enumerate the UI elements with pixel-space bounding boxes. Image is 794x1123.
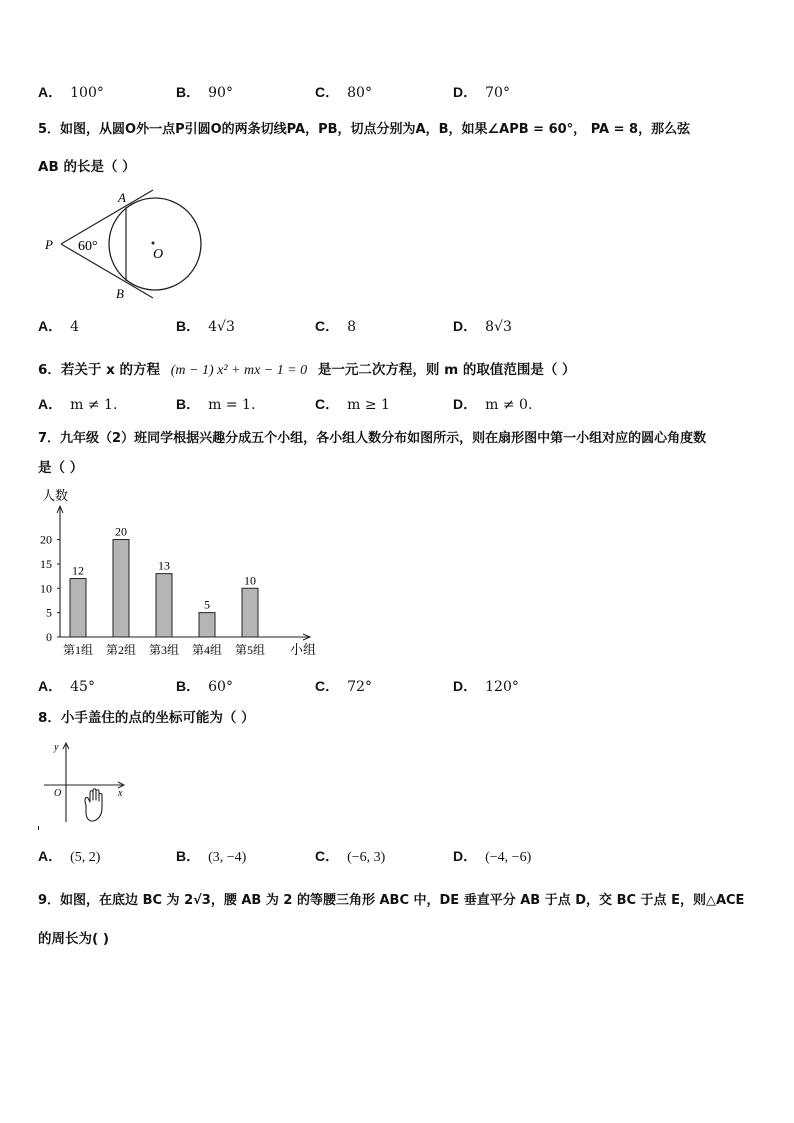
category-label: 第3组: [148, 643, 180, 657]
q4-option-c[interactable]: C． 80°: [315, 84, 372, 101]
category-label: 第1组: [62, 643, 94, 657]
bar-value-label: 20: [115, 524, 127, 539]
label-p: P: [45, 237, 53, 252]
q6-option-b[interactable]: B． m = 1.: [176, 396, 256, 413]
tangent-pa: [61, 190, 153, 244]
bar: [242, 588, 258, 637]
y-tick-label: 5: [46, 605, 52, 620]
q7-option-c[interactable]: C． 72°: [315, 678, 372, 695]
q5-option-a[interactable]: A． 4: [38, 318, 80, 335]
chart-ylabel: 人数: [42, 488, 69, 503]
bar-value-label: 10: [244, 573, 256, 588]
q6-option-c[interactable]: C． m ≥ 1: [315, 396, 390, 413]
y-tick-label: 15: [40, 556, 52, 571]
bar: [70, 579, 86, 637]
q7-option-d[interactable]: D． 120°: [453, 678, 519, 695]
bar-value-label: 12: [72, 563, 84, 578]
q9-stem-line1: 9．如图，在底边 BC 为 2√3，腰 AB 为 2 的等腰三角形 ABC 中，DE 垂直平分 AB 于点 D，交 BC 于点 E，则△ACE: [38, 893, 745, 908]
hand-icon: [85, 789, 102, 821]
q8-figure: [34, 738, 134, 832]
q7-stem-line2: 是（ ）: [38, 460, 84, 476]
y-tick-label: 10: [40, 581, 52, 596]
y-tick-label: 0: [46, 630, 52, 644]
y-tick-label: 20: [40, 532, 52, 547]
q5-option-c[interactable]: C． 8: [315, 318, 357, 335]
q7-bar-chart: [34, 484, 334, 664]
q4-option-a[interactable]: A． 100°: [38, 84, 104, 101]
origin-label: O: [54, 788, 62, 799]
q8-option-a[interactable]: A． (5, 2): [38, 848, 101, 865]
category-label: 第2组: [105, 643, 137, 657]
q8-option-d[interactable]: D． (−4, −6): [453, 848, 532, 865]
q7-option-a[interactable]: A． 45°: [38, 678, 95, 695]
chart-xlabel: 小组: [290, 642, 317, 657]
q4-option-b[interactable]: B． 90°: [176, 84, 233, 101]
label-o: O: [153, 247, 164, 262]
y-label: y: [54, 742, 59, 753]
q5-stem-line2: AB 的长是（ ）: [38, 159, 136, 175]
q5-option-b[interactable]: B． 4√3: [176, 318, 235, 335]
q8-option-c[interactable]: C． (−6, 3): [315, 848, 386, 865]
q7-stem-line1: 7．九年级（2）班同学根据兴趣分成五个小组，各小组人数分布如图所示，则在扇形图中第一小组对应的圆心角度数: [38, 431, 707, 446]
q5-stem-line1: 5．如图，从圆O外一点P引圆O的两条切线PA，PB，切点分别为A，B，如果∠APB = 60°， PA = 8，那么弦: [38, 122, 691, 137]
bar-value-label: 5: [204, 597, 210, 612]
q5-figure: [38, 186, 218, 304]
q6-stem: 6．若关于 x 的方程 (m − 1) x² + mx − 1 = 0 是一元二次方程，则 m 的取值范围是（ ）: [38, 362, 576, 378]
q8-option-b[interactable]: B． (3, −4): [176, 848, 247, 865]
q7-option-b[interactable]: B． 60°: [176, 678, 233, 695]
center-dot: [152, 242, 155, 245]
q6-equation: (m − 1) x² + mx − 1 = 0: [170, 363, 308, 378]
category-label: 第4组: [191, 643, 223, 657]
label-a: A: [118, 190, 126, 205]
label-b: B: [116, 286, 124, 301]
angle-label: 60°: [78, 239, 98, 254]
x-label: x: [118, 788, 123, 799]
bar: [113, 540, 129, 637]
bar-value-label: 13: [158, 558, 170, 573]
q8-stem: 8．小手盖住的点的坐标可能为（ ）: [38, 710, 255, 726]
q6-option-d[interactable]: D． m ≠ 0.: [453, 396, 533, 413]
category-label: 第5组: [234, 643, 266, 657]
q4-option-d[interactable]: D． 70°: [453, 84, 510, 101]
q5-option-d[interactable]: D． 8√3: [453, 318, 512, 335]
q9-stem-line2: 的周长为( ): [38, 931, 110, 947]
tangent-pb: [61, 244, 153, 298]
circle-o: [109, 198, 201, 290]
stray-mark: [38, 826, 39, 830]
q6-option-a[interactable]: A． m ≠ 1.: [38, 396, 118, 413]
bar: [199, 613, 215, 637]
bar: [156, 574, 172, 637]
